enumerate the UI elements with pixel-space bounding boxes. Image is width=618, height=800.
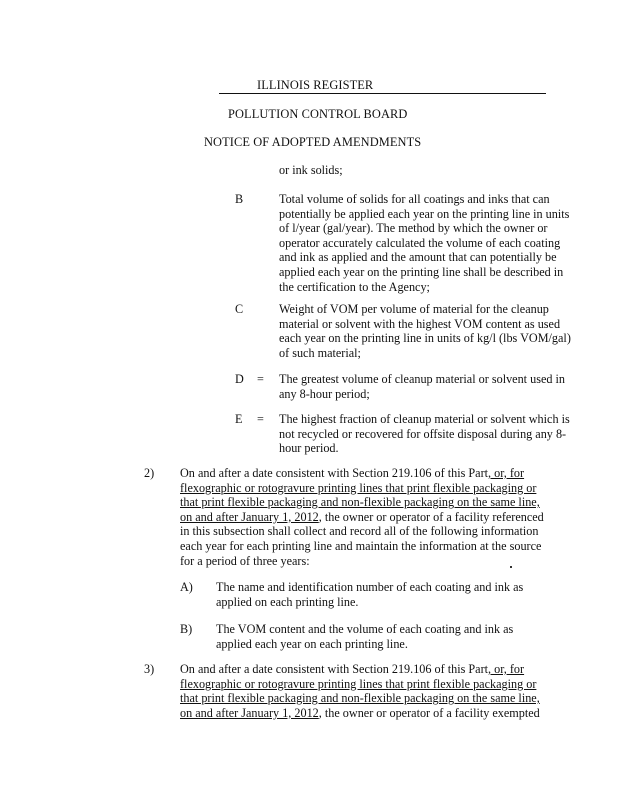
text-line: The greatest volume of cleanup material or solvent used in xyxy=(279,372,565,386)
amended-text: on and after January 1, 2012 xyxy=(180,509,319,524)
text-line: applied on each printing line. xyxy=(216,594,359,609)
text-line: not recycled or recovered for offsite disposal during any 8- xyxy=(279,426,567,441)
item-e-text xyxy=(279,412,570,456)
text-line: of such material; xyxy=(279,345,361,360)
section-3-text xyxy=(180,662,540,720)
text-line: The VOM content and the volume of each coating and ink as xyxy=(216,622,514,636)
text-line: the certification to the Agency; xyxy=(279,279,430,294)
text-line: for a period of three years: xyxy=(180,553,310,568)
register-underline xyxy=(219,93,546,94)
text-run: On and after a date consistent with Section 219.106 of this Part xyxy=(180,466,489,480)
amended-text: on and after January 1, 2012 xyxy=(180,705,319,720)
text-line: and ink as applied and the amount that can potentially be xyxy=(279,250,557,265)
item-d-label: D xyxy=(235,372,244,386)
text-line: hour period. xyxy=(279,441,339,456)
item-c-label: C xyxy=(235,302,244,316)
text-run: , the owner or operator of a facility referenced xyxy=(318,509,544,524)
section-2b-label: B) xyxy=(180,622,193,636)
item-b-label: B xyxy=(235,192,244,206)
text-line: each year for each printing line and maintain the information at the source xyxy=(180,538,542,553)
section-2a-label: A) xyxy=(180,580,193,594)
text-line: any 8-hour period; xyxy=(279,386,370,401)
amended-text: , or, for xyxy=(488,466,525,480)
amended-text: that print flexible packaging and non-flexible packaging on the same line, xyxy=(180,691,540,706)
text-line: of l/year (gal/year). The method by which the owner or xyxy=(279,221,548,236)
amended-text: that print flexible packaging and non-flexible packaging on the same line, xyxy=(180,495,540,510)
text-line xyxy=(180,510,544,525)
text-line: in this subsection shall collect and record all of the following information xyxy=(180,524,539,539)
item-e-mark: = xyxy=(257,412,264,426)
text-line: material or solvent with the highest VOM content as used xyxy=(279,316,561,331)
amended-text: , or, for xyxy=(488,662,525,676)
board-title: POLLUTION CONTROL BOARD xyxy=(228,107,408,121)
text-line: The name and identification number of each coating and ink as xyxy=(216,580,524,594)
text-line: potentially be applied each year on the printing line in units xyxy=(279,206,570,221)
text-line: applied each year on each printing line. xyxy=(216,636,408,651)
text-line: The highest fraction of cleanup material or solvent which is xyxy=(279,412,570,426)
text-line xyxy=(180,662,540,677)
amended-text: flexographic or rotogravure printing lines that print flexible packaging or xyxy=(180,480,537,495)
text-line: each year on the printing line in units of kg/l (lbs VOM/gal) xyxy=(279,331,571,346)
item-d-text xyxy=(279,372,565,401)
text-line: Weight of VOM per volume of material for the cleanup xyxy=(279,302,549,316)
text-line: operator accurately calculated the volume of each coating xyxy=(279,235,561,250)
section-2a-text xyxy=(216,580,523,609)
text-line: Total volume of solids for all coatings and inks that can xyxy=(279,192,550,206)
register-title: ILLINOIS REGISTER xyxy=(257,78,374,92)
continuation-text: or ink solids; xyxy=(279,163,343,177)
item-e-label: E xyxy=(235,412,243,426)
text-line xyxy=(180,466,544,481)
notice-title: NOTICE OF ADOPTED AMENDMENTS xyxy=(204,135,422,149)
section-2-text xyxy=(180,466,544,568)
text-run: , the owner or operator of a facility exempted xyxy=(318,705,540,720)
section-2b-text xyxy=(216,622,513,651)
text-run: On and after a date consistent with Section 219.106 of this Part xyxy=(180,662,489,676)
text-line: applied each year on the printing line shall be described in xyxy=(279,264,564,279)
text-line xyxy=(180,706,540,721)
scan-speck xyxy=(510,566,512,568)
amended-text: flexographic or rotogravure printing lines that print flexible packaging or xyxy=(180,676,537,691)
section-3-label: 3) xyxy=(144,662,155,676)
section-2-label: 2) xyxy=(144,466,155,480)
item-b-text xyxy=(279,192,569,294)
item-d-mark: = xyxy=(257,372,264,386)
item-c-text xyxy=(279,302,571,360)
